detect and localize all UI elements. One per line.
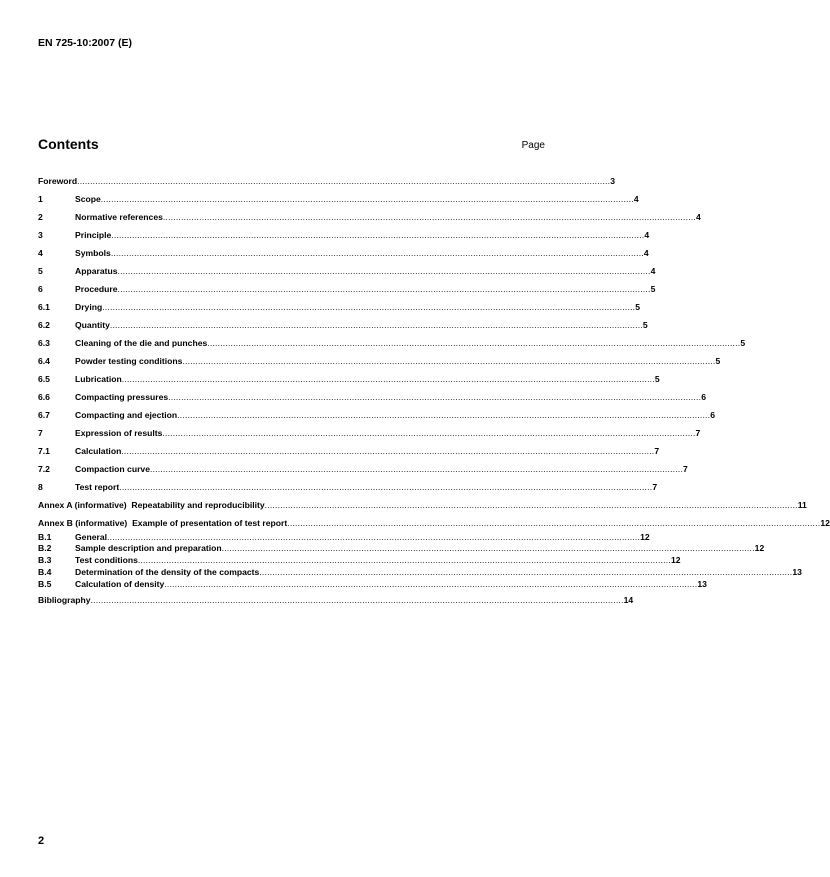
- toc-entry-page: 7: [652, 482, 658, 492]
- toc-leader-dots: ..............................................................................................................................................................................................................: [77, 176, 611, 186]
- toc-entry-number: 2: [38, 212, 43, 222]
- toc-entry-annex-b[interactable]: [38, 517, 830, 532]
- toc-entry-page: 4: [644, 230, 650, 240]
- toc-entry-page: 5: [654, 374, 660, 384]
- toc-leader-dots: ..............................................................................................................................................................................................................: [287, 518, 821, 528]
- toc-entry-page: 12: [820, 518, 830, 528]
- toc-entry-page: 13: [697, 579, 707, 589]
- toc-leader-dots: ..............................................................................................................................................................................................................: [121, 446, 655, 456]
- toc-entry-title: Expression of results: [75, 428, 163, 438]
- toc-entry-page: 4: [695, 212, 701, 222]
- toc-entry-page: 7: [654, 446, 660, 456]
- toc-entry-title: Cleaning of the die and punches: [75, 338, 208, 348]
- toc-entry-page: 4: [650, 266, 656, 276]
- toc-entry-number: B.3: [38, 555, 52, 565]
- toc-entry-title: Principle: [75, 230, 112, 240]
- toc-entry-title: Apparatus: [75, 266, 118, 276]
- toc-entry-6[interactable]: [38, 283, 656, 301]
- toc-entry-number: 6.2: [38, 320, 50, 330]
- toc-entry-page: 5: [642, 320, 648, 330]
- toc-leader-dots: ..............................................................................................................................................................................................................: [121, 374, 655, 384]
- toc-entry-title: Powder testing conditions: [75, 356, 183, 366]
- toc-entry-number: 8: [38, 482, 43, 492]
- toc-entry-number: B.2: [38, 543, 52, 553]
- toc-entry-title: Determination of the density of the compacts: [75, 567, 260, 577]
- toc-leader-dots: ..............................................................................................................................................................................................................: [107, 532, 641, 542]
- toc-entry-annex-a[interactable]: [38, 499, 807, 517]
- toc-entry-title: Scope: [75, 194, 101, 204]
- toc-entry-page: 12: [640, 532, 650, 542]
- toc-leader-dots: ..............................................................................................................................................................................................................: [162, 212, 696, 222]
- toc-leader-dots: ..............................................................................................................................................................................................................: [111, 230, 645, 240]
- toc-entry-page: 13: [792, 567, 802, 577]
- toc-entry-4[interactable]: [38, 247, 649, 265]
- toc-entry-b-5[interactable]: [38, 578, 707, 594]
- toc-entry-title: Calculation of density: [75, 579, 165, 589]
- toc-entry-6-1[interactable]: [38, 301, 641, 319]
- toc-entry-number: 7.2: [38, 464, 50, 474]
- toc-entry-title: Lubrication: [75, 374, 122, 384]
- document-identifier: EN 725-10:2007 (E): [38, 37, 132, 49]
- toc-entry-7-2[interactable]: [38, 463, 688, 481]
- toc-entry-number: 6.5: [38, 374, 50, 384]
- toc-entry-number: B.4: [38, 567, 52, 577]
- toc-entry-title: Quantity: [75, 320, 110, 330]
- toc-entry-1[interactable]: [38, 193, 639, 211]
- toc-entry-6-7[interactable]: [38, 409, 716, 427]
- toc-leader-dots: ..............................................................................................................................................................................................................: [117, 284, 651, 294]
- toc-leader-dots: ..............................................................................................................................................................................................................: [164, 579, 698, 589]
- toc-entry-number: B.5: [38, 579, 52, 589]
- toc-entry-page: 5: [635, 302, 641, 312]
- toc-entry-page: 5: [715, 356, 721, 366]
- toc-entry-page: 7: [695, 428, 701, 438]
- toc-leader-dots: ..............................................................................................................................................................................................................: [182, 356, 716, 366]
- toc-entry-7[interactable]: [38, 427, 701, 445]
- toc-leader-dots: ..............................................................................................................................................................................................................: [100, 194, 634, 204]
- toc-leader-dots: ..............................................................................................................................................................................................................: [149, 464, 684, 474]
- toc-leader-dots: ..............................................................................................................................................................................................................: [207, 338, 741, 348]
- toc-leader-dots: ..............................................................................................................................................................................................................: [119, 482, 653, 492]
- toc-entry-page: 4: [633, 194, 639, 204]
- toc-entry-title: Symbols: [75, 248, 111, 258]
- toc-entry-number: 7.1: [38, 446, 50, 456]
- toc-entry-page: 11: [797, 500, 807, 510]
- toc-entry-page: 14: [623, 595, 634, 605]
- toc-entry-foreword[interactable]: [38, 175, 615, 193]
- toc-entry-number: 5: [38, 266, 43, 276]
- toc-entry-7-1[interactable]: [38, 445, 660, 463]
- toc-entry-page: 5: [740, 338, 746, 348]
- contents-heading: Contents: [38, 136, 99, 152]
- toc-entry-6-6[interactable]: [38, 391, 706, 409]
- toc-leader-dots: ..............................................................................................................................................................................................................: [162, 428, 696, 438]
- toc-leader-dots: ..............................................................................................................................................................................................................: [117, 266, 651, 276]
- toc-entry-title: Annex B (informative) Example of presentation of test report: [38, 518, 288, 528]
- toc-entry-title: Bibliography: [38, 595, 91, 605]
- toc-leader-dots: ..............................................................................................................................................................................................................: [137, 555, 671, 565]
- toc-entry-number: 4: [38, 248, 43, 258]
- toc-entry-title: Normative references: [75, 212, 163, 222]
- toc-entry-6-4[interactable]: [38, 355, 721, 373]
- toc-leader-dots: ..............................................................................................................................................................................................................: [221, 543, 755, 553]
- toc-entry-number: 6.4: [38, 356, 50, 366]
- toc-leader-dots: ..............................................................................................................................................................................................................: [264, 500, 798, 510]
- toc-entry-page: 6: [701, 392, 706, 402]
- toc-entry-title: Test report: [75, 482, 120, 492]
- toc-entry-title: Foreword: [38, 176, 78, 186]
- toc-entry-number: 6.6: [38, 392, 50, 402]
- toc-entry-title: Sample description and preparation: [75, 543, 222, 553]
- toc-entry-page: 7: [683, 464, 688, 474]
- toc-entry-title: Annex A (informative) Repeatability and reproducibility: [38, 500, 265, 510]
- toc-entry-number: 6: [38, 284, 43, 294]
- toc-entry-page: 5: [650, 284, 656, 294]
- toc-entry-number: B.1: [38, 532, 52, 542]
- toc-entry-page: 6: [710, 410, 716, 420]
- toc-entry-6-5[interactable]: [38, 373, 660, 391]
- toc-entry-number: 6.1: [38, 302, 50, 312]
- toc-entry-3[interactable]: [38, 229, 650, 247]
- toc-entry-number: 7: [38, 428, 43, 438]
- toc-entry-title: General: [75, 532, 108, 542]
- toc-leader-dots: ..............................................................................................................................................................................................................: [177, 410, 711, 420]
- toc-entry-6-3[interactable]: [38, 337, 746, 355]
- toc-entry-8[interactable]: [38, 481, 658, 499]
- toc-entry-title: Compaction curve: [75, 464, 150, 474]
- toc-entry-page: 3: [610, 176, 615, 186]
- toc-entry-title: Test conditions: [75, 555, 138, 565]
- toc-leader-dots: ..............................................................................................................................................................................................................: [259, 567, 793, 577]
- toc-entry-number: 6.7: [38, 410, 50, 420]
- toc-entry-b-4[interactable]: [38, 566, 802, 578]
- toc-entry-2[interactable]: [38, 211, 701, 229]
- toc-entry-b-3[interactable]: [38, 554, 681, 566]
- toc-entry-title: Drying: [75, 302, 103, 312]
- toc-leader-dots: ..............................................................................................................................................................................................................: [110, 248, 644, 258]
- toc-entry-number: 3: [38, 230, 43, 240]
- table-of-contents: [38, 175, 830, 606]
- toc-entry-bibliography[interactable]: [38, 594, 634, 606]
- toc-entry-title: Compacting pressures: [75, 392, 169, 402]
- toc-entry-page: 12: [754, 543, 765, 553]
- toc-leader-dots: ..............................................................................................................................................................................................................: [102, 302, 636, 312]
- toc-entry-page: 4: [643, 248, 649, 258]
- toc-entry-title: Procedure: [75, 284, 118, 294]
- toc-entry-b-1[interactable]: [38, 532, 650, 542]
- toc-leader-dots: ..............................................................................................................................................................................................................: [168, 392, 702, 402]
- toc-entry-page: 12: [670, 555, 681, 565]
- page-number: 2: [38, 835, 45, 847]
- toc-entry-number: 1: [38, 194, 43, 204]
- toc-entry-6-2[interactable]: [38, 319, 648, 337]
- toc-entry-title: Compacting and ejection: [75, 410, 178, 420]
- page-column-label: Page: [521, 140, 545, 151]
- toc-entry-title: Calculation: [75, 446, 122, 456]
- toc-entry-number: 6.3: [38, 338, 50, 348]
- toc-leader-dots: ..............................................................................................................................................................................................................: [109, 320, 643, 330]
- toc-entry-b-2[interactable]: [38, 542, 765, 554]
- toc-leader-dots: ..............................................................................................................................................................................................................: [90, 595, 624, 605]
- toc-entry-5[interactable]: [38, 265, 656, 283]
